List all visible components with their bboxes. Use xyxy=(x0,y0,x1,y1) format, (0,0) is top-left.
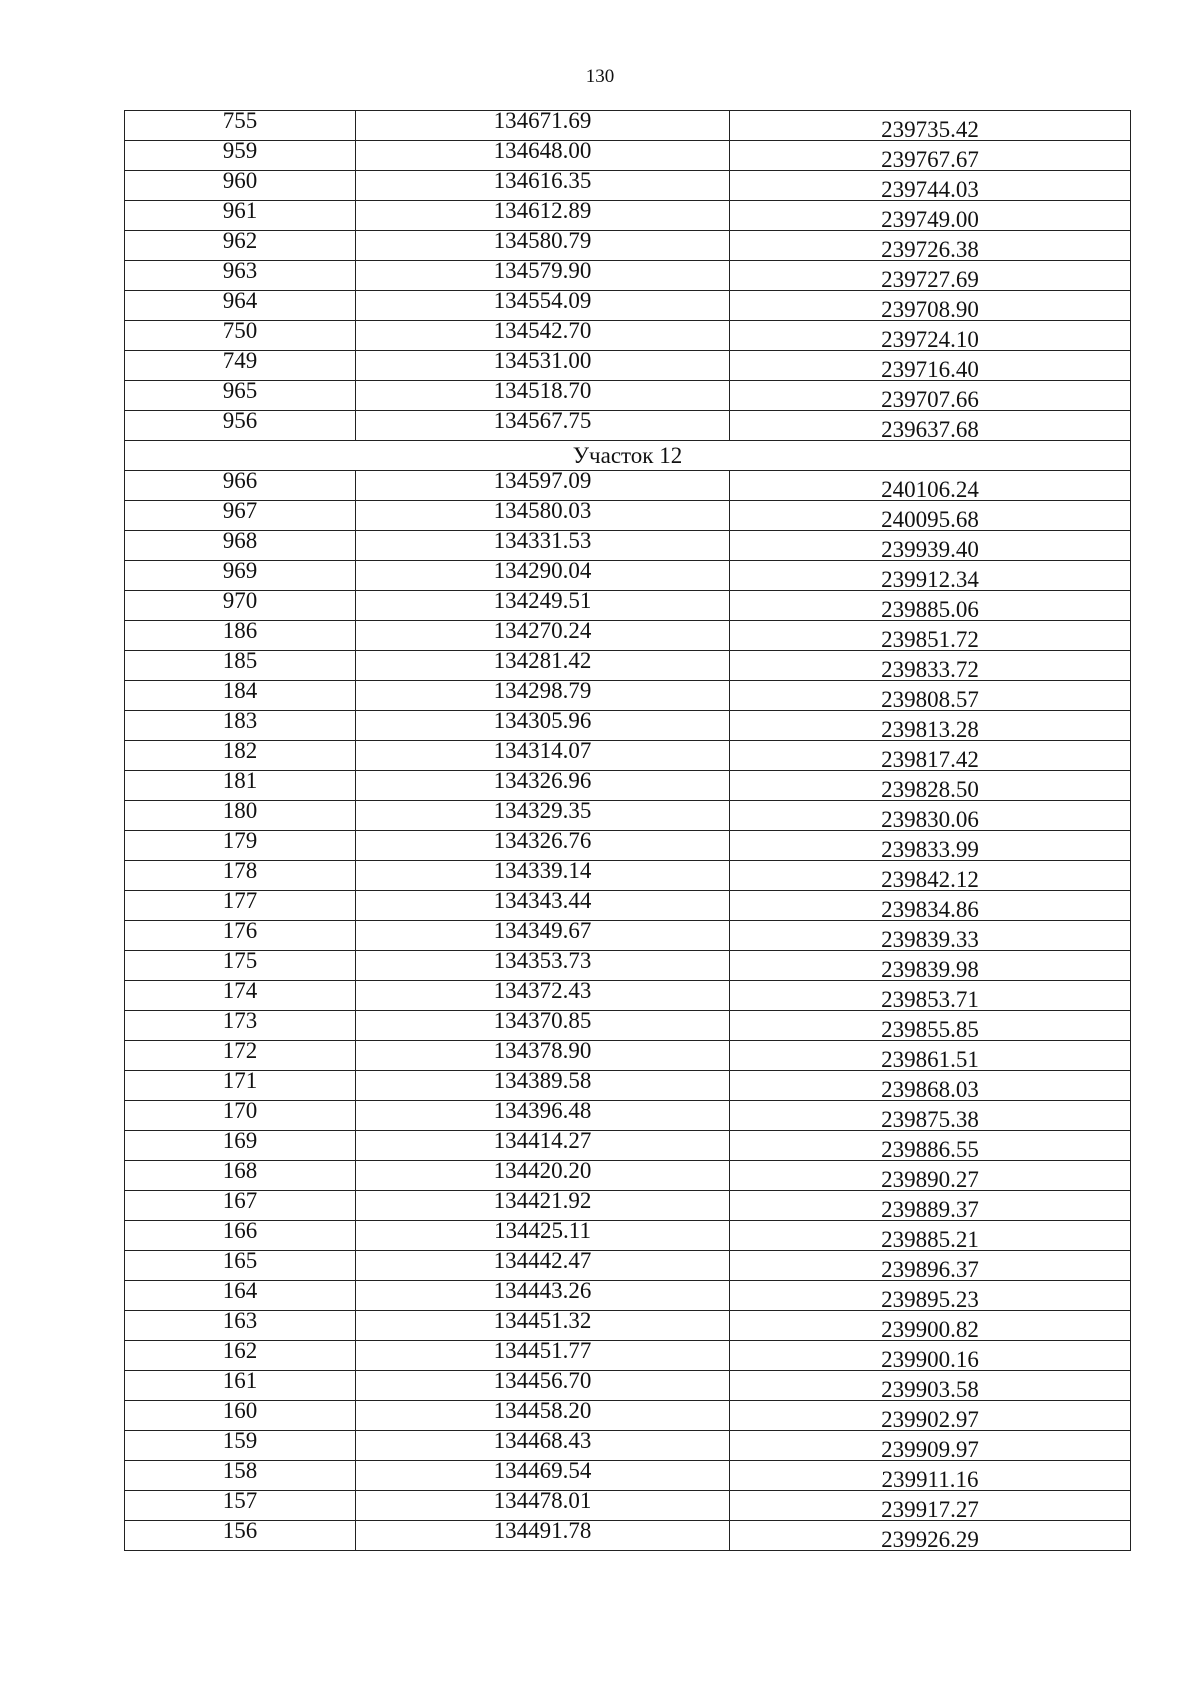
page-number: 130 xyxy=(585,66,615,87)
point-number: 158 xyxy=(125,1461,356,1491)
point-number: 970 xyxy=(125,591,356,621)
coord-y: 239839.98 xyxy=(730,951,1131,981)
point-number: 162 xyxy=(125,1341,356,1371)
table-row xyxy=(125,1521,1131,1551)
table-row xyxy=(125,1311,1131,1341)
point-number: 160 xyxy=(125,1401,356,1431)
coord-y: 239735.42 xyxy=(730,111,1131,141)
coord-y: 239724.10 xyxy=(730,321,1131,351)
point-number: 181 xyxy=(125,771,356,801)
coord-x: 134396.48 xyxy=(356,1101,730,1131)
coord-x: 134443.26 xyxy=(356,1281,730,1311)
coord-y: 239917.27 xyxy=(730,1491,1131,1521)
coord-y: 239808.57 xyxy=(730,681,1131,711)
table-row xyxy=(125,141,1131,171)
section-title: Участок 12 xyxy=(125,441,1131,471)
point-number: 167 xyxy=(125,1191,356,1221)
coord-x: 134579.90 xyxy=(356,261,730,291)
point-number: 749 xyxy=(125,351,356,381)
section-header-row xyxy=(125,441,1131,471)
coord-y: 239868.03 xyxy=(730,1071,1131,1101)
coord-x: 134567.75 xyxy=(356,411,730,441)
point-number: 184 xyxy=(125,681,356,711)
coord-y: 239911.16 xyxy=(730,1461,1131,1491)
coord-y: 239903.58 xyxy=(730,1371,1131,1401)
table-row xyxy=(125,1281,1131,1311)
table-row xyxy=(125,651,1131,681)
coord-x: 134612.89 xyxy=(356,201,730,231)
point-number: 750 xyxy=(125,321,356,351)
coord-y: 239895.23 xyxy=(730,1281,1131,1311)
point-number: 179 xyxy=(125,831,356,861)
table-row xyxy=(125,201,1131,231)
coord-x: 134597.09 xyxy=(356,471,730,501)
point-number: 161 xyxy=(125,1371,356,1401)
point-number: 157 xyxy=(125,1491,356,1521)
coord-y: 239902.97 xyxy=(730,1401,1131,1431)
point-number: 156 xyxy=(125,1521,356,1551)
point-number: 165 xyxy=(125,1251,356,1281)
coord-x: 134421.92 xyxy=(356,1191,730,1221)
coord-x: 134329.35 xyxy=(356,801,730,831)
coord-x: 134414.27 xyxy=(356,1131,730,1161)
table-row xyxy=(125,1041,1131,1071)
table-row xyxy=(125,1131,1131,1161)
coord-y: 240106.24 xyxy=(730,471,1131,501)
coord-x: 134580.03 xyxy=(356,501,730,531)
coord-y: 239708.90 xyxy=(730,291,1131,321)
coord-y: 239853.71 xyxy=(730,981,1131,1011)
coordinates-table xyxy=(124,110,1131,1551)
point-number: 186 xyxy=(125,621,356,651)
coord-y: 239637.68 xyxy=(730,411,1131,441)
table-row xyxy=(125,1191,1131,1221)
point-number: 170 xyxy=(125,1101,356,1131)
table-row xyxy=(125,1401,1131,1431)
coord-x: 134420.20 xyxy=(356,1161,730,1191)
table-row xyxy=(125,1221,1131,1251)
table-row xyxy=(125,1071,1131,1101)
coord-x: 134648.00 xyxy=(356,141,730,171)
table-row xyxy=(125,561,1131,591)
table-row xyxy=(125,831,1131,861)
point-number: 180 xyxy=(125,801,356,831)
coord-x: 134425.11 xyxy=(356,1221,730,1251)
table-row xyxy=(125,1161,1131,1191)
table-row xyxy=(125,951,1131,981)
coord-y: 239817.42 xyxy=(730,741,1131,771)
table-row xyxy=(125,321,1131,351)
table-row xyxy=(125,711,1131,741)
coord-x: 134491.78 xyxy=(356,1521,730,1551)
coord-y: 239909.97 xyxy=(730,1431,1131,1461)
point-number: 176 xyxy=(125,921,356,951)
coord-x: 134456.70 xyxy=(356,1371,730,1401)
coord-y: 239716.40 xyxy=(730,351,1131,381)
point-number: 182 xyxy=(125,741,356,771)
coord-x: 134451.77 xyxy=(356,1341,730,1371)
coord-x: 134349.67 xyxy=(356,921,730,951)
point-number: 967 xyxy=(125,501,356,531)
table-row xyxy=(125,891,1131,921)
point-number: 159 xyxy=(125,1431,356,1461)
coord-y: 239834.86 xyxy=(730,891,1131,921)
table-body-after xyxy=(125,468,1131,1552)
table-row xyxy=(125,981,1131,1011)
table-row xyxy=(125,111,1131,141)
table-row xyxy=(125,921,1131,951)
coord-y: 239744.03 xyxy=(730,171,1131,201)
coord-y: 239861.51 xyxy=(730,1041,1131,1071)
coord-y: 239851.72 xyxy=(730,621,1131,651)
section-body xyxy=(125,441,1131,471)
coord-y: 239890.27 xyxy=(730,1161,1131,1191)
table-row xyxy=(125,741,1131,771)
coord-y: 239896.37 xyxy=(730,1251,1131,1281)
coord-x: 134458.20 xyxy=(356,1401,730,1431)
coord-x: 134442.47 xyxy=(356,1251,730,1281)
coord-y: 239855.85 xyxy=(730,1011,1131,1041)
coord-y: 239912.34 xyxy=(730,561,1131,591)
coord-x: 134298.79 xyxy=(356,681,730,711)
point-number: 960 xyxy=(125,171,356,201)
table-row xyxy=(125,1101,1131,1131)
point-number: 185 xyxy=(125,651,356,681)
coord-x: 134249.51 xyxy=(356,591,730,621)
coord-y: 239707.66 xyxy=(730,381,1131,411)
table-row xyxy=(125,171,1131,201)
table-row xyxy=(125,1431,1131,1461)
coord-x: 134270.24 xyxy=(356,621,730,651)
coord-y: 239885.21 xyxy=(730,1221,1131,1251)
table-row xyxy=(125,621,1131,651)
coord-x: 134531.00 xyxy=(356,351,730,381)
table-row xyxy=(125,471,1131,501)
coord-y: 239833.99 xyxy=(730,831,1131,861)
coord-x: 134478.01 xyxy=(356,1491,730,1521)
point-number: 959 xyxy=(125,141,356,171)
point-number: 969 xyxy=(125,561,356,591)
table-row xyxy=(125,351,1131,381)
coord-x: 134616.35 xyxy=(356,171,730,201)
point-number: 177 xyxy=(125,891,356,921)
coord-y: 239726.38 xyxy=(730,231,1131,261)
point-number: 169 xyxy=(125,1131,356,1161)
point-number: 183 xyxy=(125,711,356,741)
point-number: 163 xyxy=(125,1311,356,1341)
coord-y: 239767.67 xyxy=(730,141,1131,171)
coord-y: 239749.00 xyxy=(730,201,1131,231)
point-number: 755 xyxy=(125,111,356,141)
coord-x: 134378.90 xyxy=(356,1041,730,1071)
coord-y: 239828.50 xyxy=(730,771,1131,801)
coord-y: 239886.55 xyxy=(730,1131,1131,1161)
point-number: 172 xyxy=(125,1041,356,1071)
point-number: 166 xyxy=(125,1221,356,1251)
point-number: 175 xyxy=(125,951,356,981)
point-number: 961 xyxy=(125,201,356,231)
point-number: 964 xyxy=(125,291,356,321)
point-number: 164 xyxy=(125,1281,356,1311)
table-row xyxy=(125,231,1131,261)
coord-x: 134331.53 xyxy=(356,531,730,561)
coord-y: 239939.40 xyxy=(730,531,1131,561)
coord-y: 239900.82 xyxy=(730,1311,1131,1341)
table-row xyxy=(125,1461,1131,1491)
table-row xyxy=(125,771,1131,801)
table-row xyxy=(125,381,1131,411)
coord-x: 134339.14 xyxy=(356,861,730,891)
table-row xyxy=(125,1341,1131,1371)
coord-x: 134518.70 xyxy=(356,381,730,411)
coord-x: 134580.79 xyxy=(356,231,730,261)
coord-x: 134372.43 xyxy=(356,981,730,1011)
point-number: 171 xyxy=(125,1071,356,1101)
coord-y: 239889.37 xyxy=(730,1191,1131,1221)
point-number: 173 xyxy=(125,1011,356,1041)
coord-x: 134468.43 xyxy=(356,1431,730,1461)
table-row xyxy=(125,1371,1131,1401)
coord-y: 240095.68 xyxy=(730,501,1131,531)
coord-y: 239842.12 xyxy=(730,861,1131,891)
coord-x: 134671.69 xyxy=(356,111,730,141)
coord-x: 134469.54 xyxy=(356,1461,730,1491)
point-number: 178 xyxy=(125,861,356,891)
table-row xyxy=(125,531,1131,561)
point-number: 168 xyxy=(125,1161,356,1191)
coord-y: 239885.06 xyxy=(730,591,1131,621)
table-row xyxy=(125,291,1131,321)
coord-y: 239900.16 xyxy=(730,1341,1131,1371)
coord-x: 134343.44 xyxy=(356,891,730,921)
coord-y: 239830.06 xyxy=(730,801,1131,831)
coord-x: 134389.58 xyxy=(356,1071,730,1101)
table-row xyxy=(125,591,1131,621)
table-row xyxy=(125,681,1131,711)
coord-x: 134542.70 xyxy=(356,321,730,351)
coord-x: 134314.07 xyxy=(356,741,730,771)
coord-y: 239813.28 xyxy=(730,711,1131,741)
table-row xyxy=(125,861,1131,891)
coord-x: 134326.96 xyxy=(356,771,730,801)
coord-y: 239727.69 xyxy=(730,261,1131,291)
coord-x: 134290.04 xyxy=(356,561,730,591)
point-number: 174 xyxy=(125,981,356,1011)
point-number: 962 xyxy=(125,231,356,261)
coord-x: 134370.85 xyxy=(356,1011,730,1041)
coord-y: 239875.38 xyxy=(730,1101,1131,1131)
coord-x: 134305.96 xyxy=(356,711,730,741)
point-number: 963 xyxy=(125,261,356,291)
table-row xyxy=(125,261,1131,291)
point-number: 968 xyxy=(125,531,356,561)
coord-x: 134353.73 xyxy=(356,951,730,981)
point-number: 966 xyxy=(125,471,356,501)
table-row xyxy=(125,501,1131,531)
coord-y: 239833.72 xyxy=(730,651,1131,681)
coord-x: 134451.32 xyxy=(356,1311,730,1341)
coord-x: 134281.42 xyxy=(356,651,730,681)
table-body-before xyxy=(125,108,1131,442)
table-row xyxy=(125,801,1131,831)
table-row xyxy=(125,411,1131,441)
point-number: 965 xyxy=(125,381,356,411)
table-row xyxy=(125,1491,1131,1521)
table-row xyxy=(125,1251,1131,1281)
coord-y: 239839.33 xyxy=(730,921,1131,951)
point-number: 956 xyxy=(125,411,356,441)
coord-y: 239926.29 xyxy=(730,1521,1131,1551)
coord-x: 134554.09 xyxy=(356,291,730,321)
coord-x: 134326.76 xyxy=(356,831,730,861)
table-row xyxy=(125,1011,1131,1041)
